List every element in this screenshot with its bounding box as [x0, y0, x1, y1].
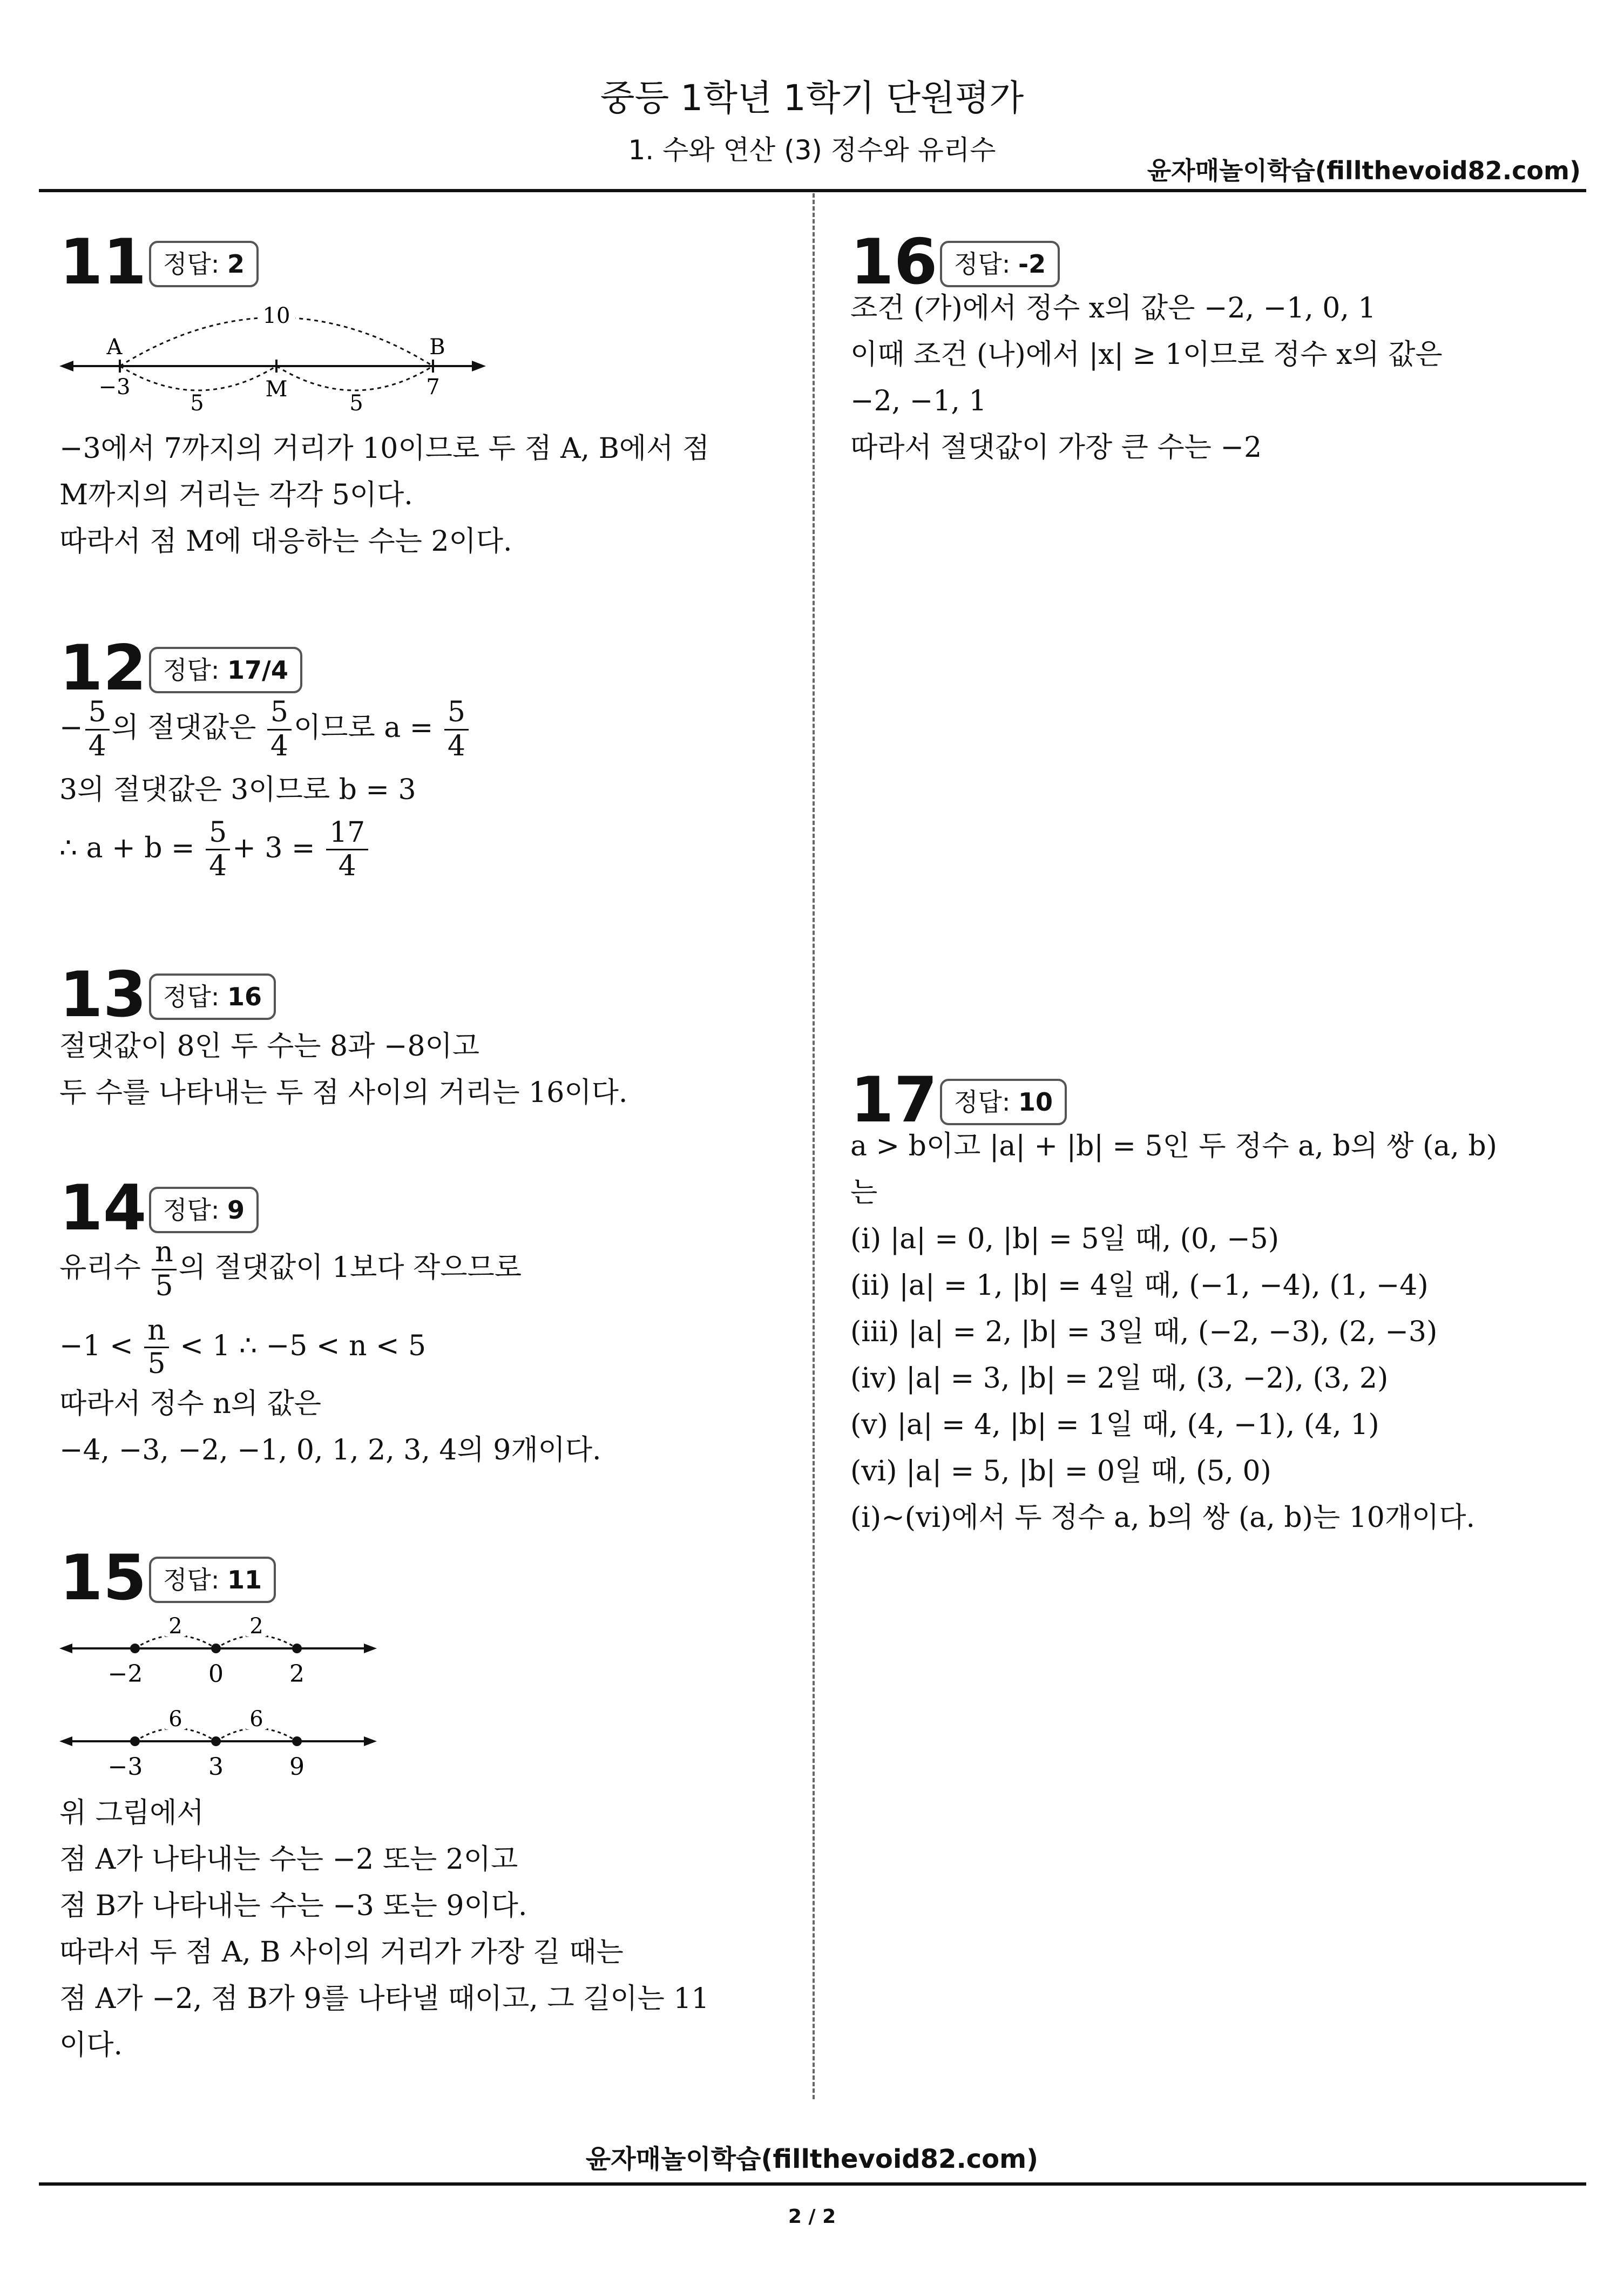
number-line-figure-2 — [59, 1699, 383, 1788]
tick-label: 3 — [208, 1753, 224, 1781]
solution-text — [59, 1023, 627, 1116]
fraction-denominator: 4 — [447, 729, 465, 762]
page-title: 중등 1학년 1학기 단원평가 — [600, 77, 1024, 119]
text-part: − — [59, 711, 83, 744]
solution-line: (ⅰ)~(ⅵ)에서 두 정수 a, b의 쌍 (a, b)는 10개이다. — [850, 1502, 1476, 1534]
answer-value: 9 — [227, 1195, 245, 1225]
solution-line: 점 B가 나타내는 수는 −3 또는 9이다. — [59, 1890, 527, 1922]
answer-badge — [149, 1187, 259, 1233]
solution-line: (ⅰ) |a| = 0, |b| = 5일 때, (0, −5) — [850, 1223, 1280, 1255]
fraction-denominator: 4 — [88, 729, 106, 762]
text-part: 의 절댓값이 1보다 작으므로 — [178, 1251, 522, 1284]
solution-line: 위 그림에서 — [59, 1797, 204, 1829]
solution-line: (ⅱ) |a| = 1, |b| = 4일 때, (−1, −4), (1, −4) — [850, 1269, 1429, 1302]
fraction-numerator: 5 — [444, 697, 469, 731]
solution-line: (ⅳ) |a| = 3, |b| = 2일 때, (3, −2), (3, 2) — [850, 1362, 1389, 1395]
fraction-denominator: 5 — [155, 1269, 173, 1302]
solution-text — [59, 1790, 709, 2068]
solution-line: 따라서 절댓값이 가장 큰 수는 −2 — [850, 431, 1262, 464]
answer-label: 정답: — [954, 1087, 1011, 1117]
solution-text — [850, 285, 1443, 471]
solution-line: 두 수를 나타내는 두 점 사이의 거리는 16이다. — [59, 1077, 628, 1109]
half-distance-label: 5 — [349, 391, 363, 416]
solution-line — [59, 1315, 601, 1381]
fraction-5-4 — [444, 697, 469, 763]
solution-line: 는 — [850, 1177, 878, 1209]
number-line-figure-1 — [59, 1606, 383, 1695]
problem-number: 11 — [59, 226, 147, 299]
fraction-numerator: 5 — [206, 817, 230, 851]
fraction-denominator: 4 — [209, 850, 227, 883]
tick-label: −3 — [107, 1753, 143, 1781]
problem-number: 16 — [850, 226, 938, 299]
answer-badge — [149, 973, 276, 1020]
answer-label: 정답: — [163, 1195, 220, 1225]
column-divider — [813, 193, 815, 2099]
answer-label: 정답: — [163, 655, 220, 685]
solution-line: 따라서 두 점 A, B 사이의 거리가 가장 길 때는 — [59, 1936, 624, 1969]
solution-line: −3에서 7까지의 거리가 10이므로 두 점 A, B에서 점 — [59, 432, 710, 465]
answer-value: -2 — [1018, 249, 1046, 279]
distance-label: 2 — [249, 1614, 263, 1639]
answer-badge — [149, 241, 259, 287]
half-distance-label: 5 — [190, 391, 204, 416]
fraction-n-5 — [144, 1315, 169, 1381]
fraction-numerator: 17 — [326, 817, 368, 851]
right-value-label: 7 — [426, 375, 440, 400]
solution-text — [59, 1236, 601, 1473]
solution-line — [59, 1236, 601, 1303]
point-m-label: M — [265, 377, 288, 402]
solution-line: (ⅴ) |a| = 4, |b| = 1일 때, (4, −1), (4, 1) — [850, 1409, 1379, 1441]
text-part: < 1 ∴ −5 < n < 5 — [180, 1329, 427, 1362]
solution-text — [59, 425, 709, 565]
page-number: 2 / 2 — [788, 2206, 836, 2228]
fraction-n-5 — [152, 1236, 177, 1303]
problem-number: 14 — [59, 1172, 147, 1245]
problem-number: 13 — [59, 958, 147, 1031]
header-rule — [39, 189, 1586, 192]
solution-line: (ⅲ) |a| = 2, |b| = 3일 때, (−2, −3), (2, −3) — [850, 1316, 1438, 1348]
problem-number: 17 — [850, 1064, 938, 1137]
distance-label: 6 — [168, 1707, 182, 1732]
answer-badge — [149, 647, 302, 693]
distance-label: 6 — [249, 1707, 263, 1732]
fraction-numerator: n — [144, 1315, 169, 1349]
text-part: + 3 = — [232, 831, 315, 864]
solution-line: 이다. — [59, 2029, 123, 2061]
total-distance-label: 10 — [262, 303, 290, 328]
solution-line: M까지의 거리는 각각 5이다. — [59, 479, 413, 511]
text-part: 이므로 a = — [294, 711, 434, 744]
answer-badge — [940, 241, 1060, 287]
text-part: ∴ a + b = — [59, 831, 195, 864]
problem-number: 15 — [59, 1541, 147, 1614]
solution-line: 3의 절댓값은 3이므로 b = 3 — [59, 773, 416, 806]
answer-value: 17/4 — [227, 655, 288, 685]
point-b-label: B — [429, 335, 445, 360]
tick-label: −2 — [107, 1660, 143, 1688]
answer-label: 정답: — [163, 249, 220, 279]
fraction-denominator: 4 — [338, 850, 356, 883]
fraction-numerator: 5 — [267, 697, 292, 731]
header-site-label: 윤자매놀이학습(fillthevoid82.com) — [1147, 156, 1581, 185]
answer-value: 2 — [227, 249, 245, 279]
solution-line: 점 A가 나타내는 수는 −2 또는 2이고 — [59, 1843, 518, 1876]
answer-value: 11 — [227, 1565, 262, 1594]
solution-line: −4, −3, −2, −1, 0, 1, 2, 3, 4의 9개이다. — [59, 1434, 601, 1467]
footer-rule — [39, 2182, 1586, 2186]
tick-label: 2 — [289, 1660, 304, 1688]
number-line-figure — [59, 290, 491, 425]
answer-value: 16 — [227, 982, 262, 1011]
tick-label: 9 — [289, 1753, 304, 1781]
solution-line: 조건 (가)에서 정수 x의 값은 −2, −1, 0, 1 — [850, 292, 1376, 324]
text-part: 유리수 — [59, 1251, 141, 1284]
solution-line: a > b이고 |a| + |b| = 5인 두 정수 a, b의 쌍 (a, b) — [850, 1130, 1497, 1162]
solution-line: −2, −1, 1 — [850, 385, 987, 417]
tick-label: 0 — [208, 1660, 224, 1688]
solution-line — [59, 817, 471, 883]
fraction-5-4 — [206, 817, 230, 883]
solution-line: 절댓값이 8인 두 수는 8과 −8이고 — [59, 1030, 480, 1063]
fraction-17-4 — [326, 817, 368, 883]
fraction-numerator: 5 — [85, 697, 110, 731]
answer-value: 10 — [1018, 1087, 1053, 1117]
problem-number: 12 — [59, 632, 147, 705]
answer-label: 정답: — [954, 249, 1011, 279]
fraction-numerator: n — [152, 1236, 177, 1270]
solution-line: (ⅵ) |a| = 5, |b| = 0일 때, (5, 0) — [850, 1455, 1271, 1488]
solution-text — [59, 697, 471, 883]
answer-badge — [149, 1557, 276, 1603]
solution-text — [850, 1123, 1497, 1541]
fraction-denominator: 5 — [147, 1348, 166, 1381]
fraction-5-4 — [267, 697, 292, 763]
text-part: 의 절댓값은 — [111, 711, 256, 744]
answer-label: 정답: — [163, 1565, 220, 1594]
point-a-label: A — [106, 335, 123, 360]
solution-line: 따라서 정수 n의 값은 — [59, 1388, 321, 1421]
left-value-label: −3 — [98, 375, 131, 400]
footer-site-label: 윤자매놀이학습(fillthevoid82.com) — [585, 2144, 1039, 2174]
solution-line: 따라서 점 M에 대응하는 수는 2이다. — [59, 525, 512, 558]
answer-label: 정답: — [163, 982, 220, 1011]
text-part: −1 < — [59, 1329, 133, 1362]
distance-label: 2 — [168, 1614, 182, 1639]
page-subtitle: 1. 수와 연산 (3) 정수와 유리수 — [628, 134, 996, 166]
fraction-denominator: 4 — [270, 729, 288, 762]
solution-line — [59, 697, 471, 763]
solution-line: 점 A가 −2, 점 B가 9를 나타낼 때이고, 그 길이는 11 — [59, 1983, 709, 2015]
answer-badge — [940, 1079, 1067, 1125]
solution-line: 이때 조건 (나)에서 |x| ≥ 1이므로 정수 x의 값은 — [850, 339, 1443, 371]
fraction-5-4 — [85, 697, 110, 763]
